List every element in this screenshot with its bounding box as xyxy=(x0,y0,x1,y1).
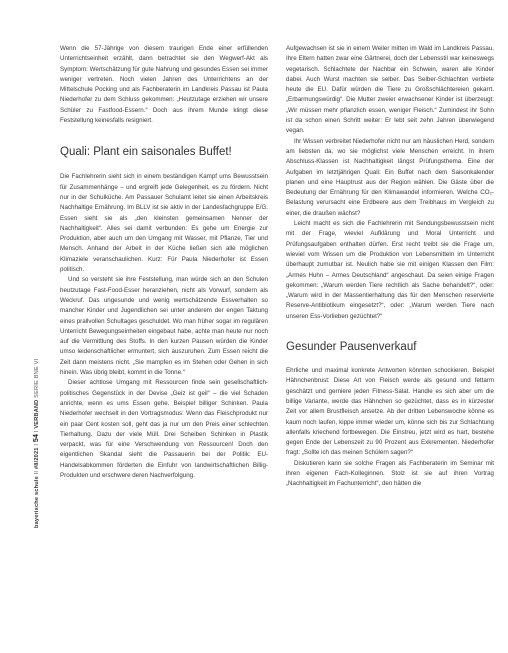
issue-prefix: #8 xyxy=(34,462,40,470)
sidebar-separator: I xyxy=(34,443,40,446)
sidebar-separator: II xyxy=(34,470,40,475)
series-label: SERIE BNE VI xyxy=(34,358,40,398)
running-sidebar xyxy=(33,324,43,528)
paragraph: Diskutieren kann sie solche Fragen als Fachberaterin im Seminar mit ihren eigenen Fach-Kolleginnen. Stolz ist sie auf ihren Vortrag „Nachhaltigkeit im Fachunterricht“, den hätten die xyxy=(286,459,494,488)
section-label: VERBAND xyxy=(34,399,40,429)
paragraph: Dieser achtlose Umgang mit Ressourcen finde sein gesellschaftlich-politisches Gegenstück in der Devise „Geiz ist geil“ – die viel Schaden anrichte, wenn es ums Essen gehe. Beispiel billiger Schinken. Paula Niederhofer wechselt in den Vortragsmodus: Wenn das Fleischprodukt nur ein paar Cent kosten soll, geht das ja nur um den Preis einer schlechten Tierhaltung. Dazu der viele Müll. Drei Scheiben Schinken in Plastik verpackt, was für eine Verschwendung von Ressourcen! Doch den eigentlichen Skandal sieht die Passauerin bei der Politik: EU-Handelsabkommen förderten die Einfuhr von landwirtschaftlichen Billig-Produkten und erschwere deren Nachverfolgung. xyxy=(60,379,268,479)
section-heading: Quali: Plant ein saisonales Buffet! xyxy=(60,146,232,159)
section-heading: Gesunder Pausenverkauf xyxy=(286,341,417,354)
page-number: 54 xyxy=(33,433,40,443)
paragraph: Und so versteht sie ihre Feststellung, man würde sich an den Schulen heutzutage Fast-Food-Esser heranziehen, nicht als Vorwurf, sondern als Weckruf. Das ungesunde und wenig wertschätzende Essverhalten so mancher Kinder und Jugendlichen sei unter anderem der engen Taktung eines prallvollen Schultages geschuldet. Wo man früher sogar im regulären Unterricht Bewegungseinheiten eingebaut habe, achte man heute nur noch auf die Vermittlung des Stoffs. In den kurzen Pausen würden die Kinder umso leidenschaftlicher ermuntert, sich auszuruhen. Zum Essen reicht die Zeit dann meistens nicht. „Sie mampfen es im Stehen oder Gehen in sich hinein. Was übrig bleibt, kommt in die Tonne.“ xyxy=(60,276,268,377)
left-column xyxy=(60,44,268,481)
paragraph: Leicht macht es sich die Fachlehrerin mit Sendungsbewusstsein nicht mit der Frage, wieviel Aufklärung und Moral Unterricht und Prüfungsaufgaben enthalten dürfen. Erst recht treibt sie die Frage um, wieviel vom Wissen um die Produktion von Lebensmitteln im Unterricht überhaupt zumutbar ist. Neulich habe sie mit einigen Klassen den Film: „Armes Huhn – Armes Deutschland“ angeschaut. Da seien einige Fragen gekommen: „Warum werden Tiere rechtlich als Sache behandelt?“, oder: „Warum wird in der Massentierhaltung das für den Menschen reservierte Reserve-Antibiotikum eingesetzt?“, oder: „Warum werden Tiere nach unseren Ess-Vorlieben gezüchtet?“ xyxy=(286,220,494,320)
paragraph: Ehrliche und maximal konkrete Antworten könnten schockieren. Beispiel Hähnchenbrust: Diese Art von Fleisch werde als gesund und fettarm geschätzt und gerniere jeden Fitness-Salat. Handle es sich aber um die billige Variante, werde das Hähnchen so gezüchtet, dass es in kürzester Zeit vor allem Brustfleisch ansetze. Ab der dritten Lebenswoche könne es kaum noch laufen, kippe immer wieder um, könne sich bis zur Schlachtung allenfalls kriechend fortbewegen. Die Einstreu, jetzt wird es hart, bestehe gegen Ende der Lebenszeit zu 90 Prozent aus Exkrementen. Niederhofer fragt: „Sollte ich das meinen Schülern sagen?“ xyxy=(286,367,494,457)
paragraph: Aufgewachsen ist sie in einem Weiler mitten im Wald im Landkreis Passau. Ihre Eltern hatten zwar eine Gärtnerei, doch der Lebensstil war keineswegs vegetarisch. Schlachtete der Nachbar ein Schwein, waren alle Kinder dabei. Auch Wurst machten sie selber. Das Selber-Schlachten verbiete heute die EU. Dafür würden die Tiere zu Großschlächtereien gekarrt. „Erbarmungswürdig“. Die Mutter zweier erwachsener Kinder ist überzeugt: „Wir müssen mehr pflanzlich essen, weniger Fleisch.“ Zumindest ihr Sohn ist da schon einen Schritt weiter: Er lebt seit zehn Jahren überwiegend vegan. xyxy=(286,45,494,135)
paragraph: Wenn die 57-Jährige von diesem traurigen Ende einer erfüllenden Unterrichtseinheit erzählt, dann betrachtet sie den Wegwerf-Akt als Symptom: Wertschätzung für gute Nahrung und gesundes Essen sei immer weniger vertreten. Noch vielen Jahren des Unterrichtens an der Mittelschule Pocking und als Fachberaterin im Landkreis Passau ist Paula Niederhofer zu dem Schluss gekommen: „Heutzutage erziehen wir unsere Schüler zu Fastfood-Essern.“ Doch aus ihrem Munde klingt diese Feststellung keinesfalls resigniert. xyxy=(60,45,268,125)
paragraph: Die Fachlehrerin sieht sich in einem beständigen Kampf ums Bewusstsein für Zusammenhänge – und ergreift jede Gelegenheit, es zu fördern. Nicht nur in der Schulküche. Am Passauer Schulamt leitet sie einen Arbeitskreis Nachhaltige Ernährung. Im BLLV ist sie aktiv in der Landesfachgruppe E/G. Essen sieht sie als „den kleinsten gemeinsamen Nenner der Nachhaltigkeit“. Alles sei damit verbunden: Es gehe um Energie zur Produktion, aber auch um den Umgang mit Wasser, mit Pflanze, Tier und Mensch. Anhand der Arbeit in der Küche ließen sich alle möglichen Klimaziele veranschaulichen. Kurz: Für Paula Niederhofer ist Essen politisch. xyxy=(60,173,268,274)
journal-name: bayerische schule xyxy=(34,476,40,528)
sidebar-separator: I xyxy=(34,430,40,433)
right-column xyxy=(286,44,494,490)
sidebar-text xyxy=(33,359,40,528)
issue-year: /2021 xyxy=(34,447,40,463)
paragraph: Ihr Wissen verbreitet Niederhofer nicht nur am häuslichen Herd, sondern am liebsten da, wo sie möglichst viele Menschen erreicht. In ihrem Abschluss-Klassen ist Nachhaltigkeit längst Prüfungsthema. Eine der Aufgaben im letztjährigen Quali: Ein Buffet nach dem Saisonkalender planen und eine Hauptrust aus der Region wählen. Die Gäste über die Bedeutung der Ernährung für den Klimawandel informieren. Welche CO₂-Belastung verursacht eine Erdbeere aus dem Treibhaus im Vergleich zu einer, die draußen wächst? xyxy=(286,137,494,217)
